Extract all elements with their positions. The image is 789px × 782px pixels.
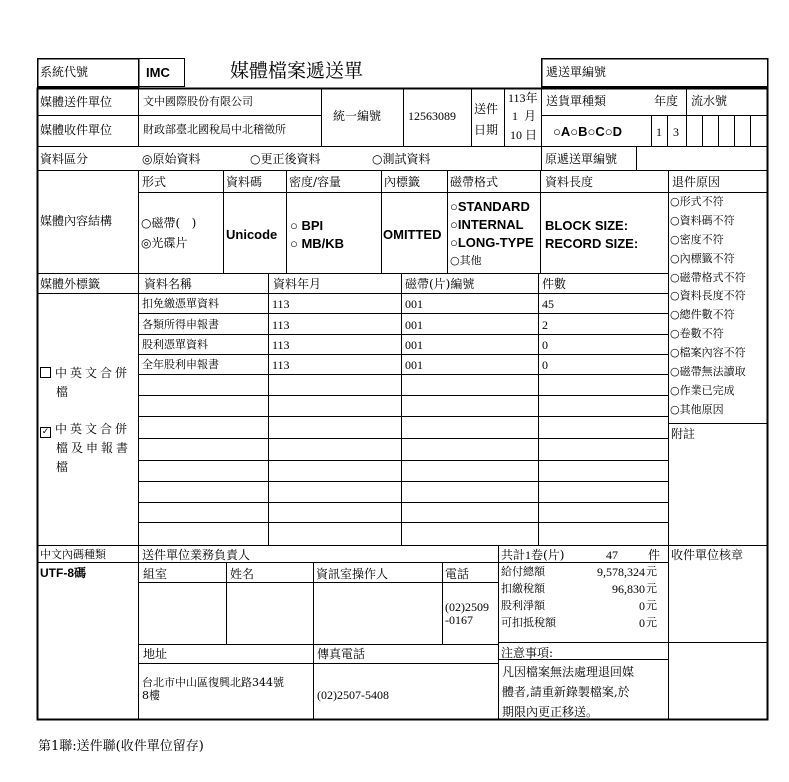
struct-header-form: 形式	[142, 175, 167, 189]
row1-name: 扣免繳憑單資料	[142, 297, 219, 310]
row2-year: 113	[272, 318, 290, 332]
amount-value-3: 0	[639, 599, 645, 613]
fax-value: (02)2507-5408	[317, 688, 389, 702]
total-summary: 共計1卷(片)	[501, 548, 565, 562]
opt-merge-file[interactable]: 中英文合併 檔	[40, 364, 130, 402]
row4-tape: 001	[405, 358, 423, 372]
struct-header-tape-format: 磁帶格式	[450, 175, 499, 189]
amount-label-2: 扣繳稅額	[501, 582, 545, 595]
row4-count: 0	[542, 358, 548, 372]
receiver-label: 媒體收件單位	[40, 123, 113, 137]
amount-value-2: 96,830	[612, 582, 645, 596]
form-option-disc[interactable]: ◎光碟片	[141, 236, 188, 250]
reason-content[interactable]: ○檔案內容不符	[670, 346, 746, 360]
fax-label: 傳真電話	[317, 647, 366, 661]
row3-count: 0	[542, 338, 548, 352]
reason-form[interactable]: ○形式不符	[670, 195, 724, 208]
name-label: 姓名	[230, 567, 255, 581]
amount-value-4: 0	[639, 616, 645, 630]
reason-density[interactable]: ○密度不符	[670, 232, 724, 246]
encoding-type-label: 中文內碼種類	[40, 548, 106, 561]
amount-label-1: 給付總額	[501, 565, 545, 578]
doc-type-label: 送貨單種類	[546, 94, 607, 108]
amount-unit-4: 元	[646, 616, 657, 629]
struct-header-data-length: 資料長度	[545, 175, 594, 189]
phone-line1: (02)2509	[445, 600, 489, 614]
row1-tape: 001	[405, 297, 423, 311]
reason-inner-label[interactable]: ○內標籤不符	[670, 251, 735, 265]
system-code-label: 系統代號	[40, 65, 89, 79]
opt-merge-report[interactable]: ✓ 中英文合併 檔及申報書 檔	[41, 422, 132, 474]
system-code-value: IMC	[146, 65, 170, 80]
sender-label: 媒體送件單位	[40, 95, 113, 109]
amount-label-4: 可扣抵稅額	[501, 616, 556, 629]
date-day: 10 日	[510, 128, 538, 142]
data-zone-corrected[interactable]: ○更正後資料	[250, 152, 321, 166]
outer-header-name: 資料名稱	[144, 277, 193, 291]
amount-unit-2: 元	[646, 582, 657, 595]
inner-label-value: OMITTED	[383, 227, 442, 242]
struct-header-inner-label: 內標籤	[384, 175, 421, 189]
receiver-stamp-label: 收件單位核章	[671, 548, 744, 562]
encoding-value: Unicode	[226, 227, 278, 242]
outer-header-count: 件數	[542, 277, 567, 291]
data-zone-test[interactable]: ○測試資料	[372, 152, 431, 166]
date-year: 113年	[508, 91, 538, 105]
total-count: 47	[606, 548, 618, 562]
opt-merge-checkbox[interactable]	[40, 367, 51, 378]
responsible-label: 送件單位業務負責人	[142, 548, 251, 562]
row1-count: 45	[542, 297, 554, 311]
sender-value: 文中國際股份有限公司	[143, 95, 253, 108]
phone-line2: -0167	[445, 613, 473, 627]
amount-label-3: 股利淨額	[501, 599, 545, 612]
record-size-label: RECORD SIZE:	[545, 236, 639, 251]
address-line1: 台北市中山區復興北路344號	[142, 676, 284, 689]
opt-merge-report-checkbox[interactable]: ✓	[41, 427, 50, 437]
unified-no-label: 統一編號	[333, 109, 382, 123]
it-operator-label: 資訊室操作人	[316, 567, 389, 581]
notes-label: 附註	[671, 427, 696, 441]
row2-tape: 001	[405, 318, 423, 332]
tape-format-standard[interactable]: ○STANDARD	[450, 199, 530, 214]
tape-format-internal[interactable]: ○INTERNAL	[450, 217, 524, 232]
reason-datacode[interactable]: ○資料碼不符	[670, 213, 735, 227]
date-month: 1 月	[512, 109, 537, 123]
outer-label-label: 媒體外標籤	[40, 277, 101, 291]
copy-note: 第1聯:送件聯(收件單位留存)	[38, 739, 204, 754]
fiscal-year-label: 年度	[654, 94, 679, 108]
row4-name: 全年股利申報書	[142, 358, 219, 371]
amount-unit-1: 元	[646, 565, 657, 578]
unified-no-value: 12563089	[408, 109, 456, 123]
notice-line-2: 體者,請重新錄製檔案,於	[502, 685, 630, 699]
tape-format-other[interactable]: ○其他	[450, 254, 482, 267]
serial-label: 流水號	[691, 94, 728, 108]
orig-transmittal-no-label: 原遞送單編號	[545, 152, 618, 166]
outer-header-yearmonth: 資料年月	[273, 277, 322, 291]
notice-line-1: 凡因檔案無法處理退回媒	[502, 665, 635, 679]
reason-other[interactable]: ○其他原因	[670, 402, 724, 416]
address-line2: 8樓	[142, 689, 160, 702]
outer-header-tape-no: 磁帶(片)編號	[405, 277, 475, 291]
amount-unit-3: 元	[646, 599, 657, 612]
send-date-label: 送件日期	[474, 102, 499, 137]
struct-header-datacode: 資料碼	[226, 175, 263, 189]
density-mbkb[interactable]: ○ MB/KB	[290, 236, 345, 251]
encoding-type-value: UTF-8碼	[40, 566, 86, 580]
row3-name: 股利憑單資料	[142, 338, 208, 351]
org-label: 組室	[143, 567, 168, 581]
row1-year: 113	[272, 297, 290, 311]
reason-volumes[interactable]: ○卷數不符	[670, 327, 724, 341]
row3-tape: 001	[405, 338, 423, 352]
doc-type-options[interactable]: ○A○B○C○D	[553, 124, 622, 139]
density-bpi[interactable]: ○ BPI	[290, 218, 324, 233]
reason-tape-format[interactable]: ○磁帶格式不符	[670, 270, 746, 284]
data-zone-original[interactable]: ◎原始資料	[142, 152, 201, 166]
reason-total-count[interactable]: ○總件數不符	[670, 308, 735, 322]
fiscal-year-digit-1: 1	[656, 125, 662, 139]
structure-label: 媒體內容結構	[40, 214, 113, 228]
form-title: 媒體檔案遞送單	[230, 60, 364, 82]
transmittal-no-label: 遞送單編號	[546, 65, 607, 79]
tape-format-longtype[interactable]: ○LONG-TYPE	[450, 235, 534, 250]
data-zone-label: 資料區分	[40, 152, 89, 166]
phone-label: 電話	[445, 567, 470, 581]
row3-year: 113	[272, 338, 290, 352]
reason-data-length[interactable]: ○資料長度不符	[670, 289, 746, 303]
count-unit: 件	[648, 548, 661, 562]
row2-count: 2	[542, 318, 548, 332]
form-option-tape[interactable]: ○磁帶( )	[141, 216, 197, 230]
reason-completed[interactable]: ○作業已完成	[670, 383, 735, 397]
notice-label: 注意事項:	[501, 646, 554, 660]
address-label: 地址	[143, 647, 168, 661]
row4-year: 113	[272, 358, 290, 372]
return-reasons-list	[670, 196, 767, 423]
notice-line-3: 期限內更正移送。	[502, 705, 599, 719]
receiver-value: 財政部臺北國稅局中北稽徵所	[143, 123, 286, 136]
reason-unreadable[interactable]: ○磁帶無法讀取	[670, 365, 746, 379]
return-reasons-label: 退件原因	[672, 175, 721, 189]
fiscal-year-digit-2: 3	[673, 125, 679, 139]
struct-header-density: 密度/容量	[289, 175, 342, 189]
block-size-label: BLOCK SIZE:	[545, 218, 629, 233]
amount-value-1: 9,578,324	[597, 565, 645, 579]
row2-name: 各類所得申報書	[142, 318, 219, 331]
